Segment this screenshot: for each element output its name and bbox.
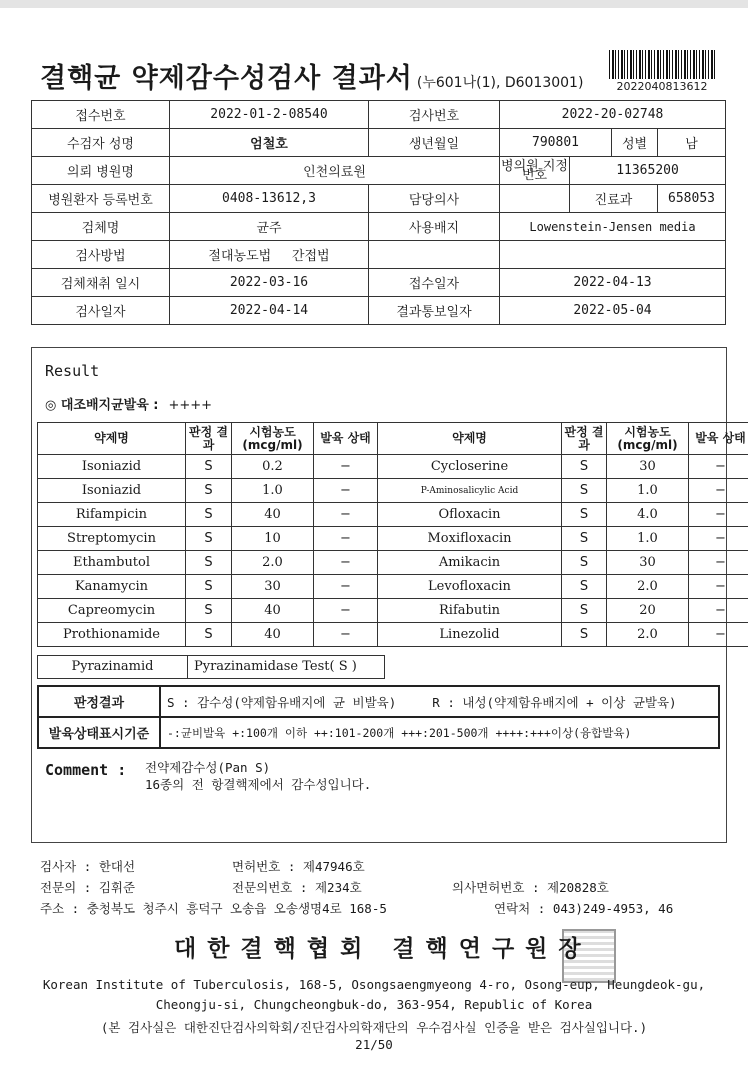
tester [40,857,135,875]
test-no: 2022-20-02748 [500,101,726,129]
medium-label: 사용배지 [369,213,500,241]
drug-table [37,422,748,647]
judgment-result: S [562,479,607,503]
drug-name: Prothionamide [38,623,186,647]
collect-date-label: 검체채취 일시 [32,269,170,297]
contact-label: 연락처 : [494,901,546,916]
test-date: 2022-04-14 [170,297,369,325]
drug-name: P-Aminosalicylic Acid [378,479,562,503]
report-date: 2022-05-04 [500,297,726,325]
doc-license: 제20828호 [547,880,609,895]
specimen: 균주 [170,213,369,241]
judgment-result: S [186,599,232,623]
table-row [38,551,748,575]
receive-date-label: 접수일자 [369,269,500,297]
sex-label: 성별 [612,129,658,157]
test-concentration: 0.2 [232,455,314,479]
growth-status: − [689,551,748,575]
collect-date: 2022-03-16 [170,269,369,297]
comment-line-1: 전약제감수성(Pan S) [145,760,271,775]
test-date-label: 검사일자 [32,297,170,325]
contact-no: 043)249-4953, 46 [552,901,674,916]
empty-cell [369,241,500,269]
drug-name: Isoniazid [38,479,186,503]
growth-status: − [314,575,378,599]
test-concentration: 10 [232,527,314,551]
reg-no: 0408-13612,3 [170,185,369,213]
judgment-result: S [562,503,607,527]
growth-status: − [689,479,748,503]
growth-legend-label: 발육상태표시기준 [38,717,160,748]
receive-date: 2022-04-13 [500,269,726,297]
drug-name: Kanamycin [38,575,186,599]
drug-name: Ofloxacin [378,503,562,527]
dept-label: 진료과 [570,185,658,213]
judgment-legend-label: 판정결과 [38,686,160,717]
test-concentration: 30 [607,551,689,575]
license [232,857,365,875]
barcode-number: 2022040813612 [616,80,708,93]
specialist-name: 김휘준 [98,880,136,895]
birth-label: 생년월일 [369,129,500,157]
test-concentration: 20 [607,599,689,623]
patient-name: 엄철호 [170,129,369,157]
drug-name: Isoniazid [38,455,186,479]
control-growth [45,394,212,413]
method [170,241,369,269]
patient-info-table [31,100,726,325]
top-band [0,0,748,8]
table-row [38,527,748,551]
doctor-label: 담당의사 [369,185,500,213]
header-judgment: 판정 결과 [562,423,607,455]
doctor-license [452,878,609,896]
growth-status: − [689,503,748,527]
org-address-en-2: Cheongju-si, Chungcheongbuk-do, 363-954, Republic of Korea [155,997,593,1012]
judgment-result: S [562,599,607,623]
judgment-result: S [186,527,232,551]
test-concentration: 1.0 [607,527,689,551]
document-title [40,56,583,95]
method-1: 절대농도법 [208,249,272,264]
test-concentration: 1.0 [607,479,689,503]
header-growth: 발육 상태 [314,423,378,455]
doctor [500,185,570,213]
hospital-code-label: 병의원 지정번호 [501,158,568,183]
receipt-no-label: 접수번호 [32,101,170,129]
specialist-label: 전문의 : [40,880,92,895]
judgment-result: S [562,551,607,575]
control-label: ◎ 대조배지균발육 : [45,398,159,413]
judgment-result: S [186,551,232,575]
spec-no: 제234호 [314,880,362,895]
judgment-result: S [186,479,232,503]
test-concentration: 30 [607,455,689,479]
judgment-result: S [562,575,607,599]
growth-status: − [314,455,378,479]
reg-no-label: 병원환자 등록번호 [32,185,170,213]
address-label: 주소 : [40,901,80,916]
growth-status: − [314,599,378,623]
birth-date: 790801 [500,129,612,157]
spec-no-label: 전문의번호 : [232,880,308,895]
receipt-no: 2022-01-2-08540 [170,101,369,129]
growth-status: − [689,623,748,647]
license-no: 제47946호 [302,859,365,874]
pyrazinamid-value: Pyrazinamidase Test( S ) [194,659,357,674]
header-drug: 약제명 [38,423,186,455]
report-date-label: 결과통보일자 [369,297,500,325]
judgment-result: S [186,503,232,527]
org-address-en-1: Korean Institute of Tuberculosis, 168-5, Osongsaengmyeong 4-ro, Osong-eup, Heungdeok-gu, [42,977,706,992]
judgment-result: S [186,455,232,479]
table-row [38,599,748,623]
judgment-result: S [186,575,232,599]
drug-name: Rifampicin [38,503,186,527]
dept: 658053 [658,185,726,213]
title-text: 결핵균 약제감수성검사 결과서 [40,63,413,94]
license-label: 면허번호 : [232,859,296,874]
test-concentration: 1.0 [232,479,314,503]
judgment-result: S [186,623,232,647]
specialist [40,878,135,896]
contact [494,899,673,917]
drug-name: Moxifloxacin [378,527,562,551]
drug-name: Ethambutol [38,551,186,575]
address-text: 충청북도 청주시 흥덕구 오송읍 오송생명4로 168-5 [86,901,387,916]
test-concentration: 40 [232,599,314,623]
sex: 남 [658,129,726,157]
drug-name: Levofloxacin [378,575,562,599]
growth-legend: -:균비발육 +:100개 이하 ++:101-200개 +++:201-500개 ++++:+++이상(융합발육) [160,717,719,748]
pyrazinamid-row [37,655,385,679]
judgment-result: S [562,455,607,479]
drug-name: Cycloserine [378,455,562,479]
address [40,899,387,917]
growth-status: − [689,455,748,479]
hospital-name: 인천의료원 [170,157,500,185]
form-code: (누601나(1), D6013001) [416,75,584,91]
comment-label: Comment : [45,761,127,779]
judgment-legend [160,686,719,717]
medium: Lowenstein-Jensen media [500,213,726,241]
drug-name: Amikacin [378,551,562,575]
test-concentration: 4.0 [607,503,689,527]
judgment-r: R : 내성(약제함유배지에 + 이상 균발육) [432,694,677,710]
drug-name: Streptomycin [38,527,186,551]
certification-note: (본 검사실은 대한진단검사의학회/진단검사의학재단의 우수검사실 인증을 받은 검사실입니다.) [100,1020,648,1035]
tester-name: 한대선 [98,859,136,874]
table-row [38,455,748,479]
drug-name: Linezolid [378,623,562,647]
table-row [38,503,748,527]
test-no-label: 검사번호 [369,101,500,129]
control-value: ++++ [168,398,213,413]
growth-status: − [689,527,748,551]
legend-table [37,685,720,749]
table-row [38,479,748,503]
table-row [38,575,748,599]
growth-status: − [689,575,748,599]
test-concentration: 40 [232,503,314,527]
judgment-s: S : 감수성(약제함유배지에 균 비발육) [167,694,397,710]
header-conc: 시험농도 (mcg/ml) [607,423,689,455]
hospital-label: 의뢰 병원명 [32,157,170,185]
test-concentration: 30 [232,575,314,599]
table-row [38,623,748,647]
drug-name: Rifabutin [378,599,562,623]
growth-status: − [314,527,378,551]
header-growth: 발육 상태 [689,423,748,455]
header-conc: 시험농도 (mcg/ml) [232,423,314,455]
growth-status: − [314,503,378,527]
org-name: 대한결핵협회 결핵연구원장 [174,935,592,962]
growth-status: − [314,623,378,647]
pyrazinamid-label: Pyrazinamid [38,656,188,678]
judgment-result: S [562,623,607,647]
specialist-no [232,878,362,896]
header-drug: 약제명 [378,423,562,455]
method-label: 검사방법 [32,241,170,269]
test-concentration: 40 [232,623,314,647]
hospital-code: 11365200 [570,157,726,185]
test-concentration: 2.0 [607,575,689,599]
doc-license-label: 의사면허번호 : [452,880,540,895]
page-number: 21/50 [355,1037,393,1052]
drug-name: Capreomycin [38,599,186,623]
specimen-label: 검체명 [32,213,170,241]
judgment-result: S [562,527,607,551]
test-concentration: 2.0 [607,623,689,647]
result-heading: Result [45,362,100,380]
test-concentration: 2.0 [232,551,314,575]
tester-label: 검사자 : [40,859,92,874]
growth-status: − [314,551,378,575]
drug-table-header [38,423,748,455]
header-judgment: 판정 결과 [186,423,232,455]
barcode [609,50,715,79]
comment-line-2: 16종의 전 항결핵제에서 감수성입니다. [145,777,372,792]
method-2: 간접법 [291,249,330,264]
growth-status: − [314,479,378,503]
empty-cell [500,241,726,269]
growth-status: − [689,599,748,623]
patient-name-label: 수검자 성명 [32,129,170,157]
